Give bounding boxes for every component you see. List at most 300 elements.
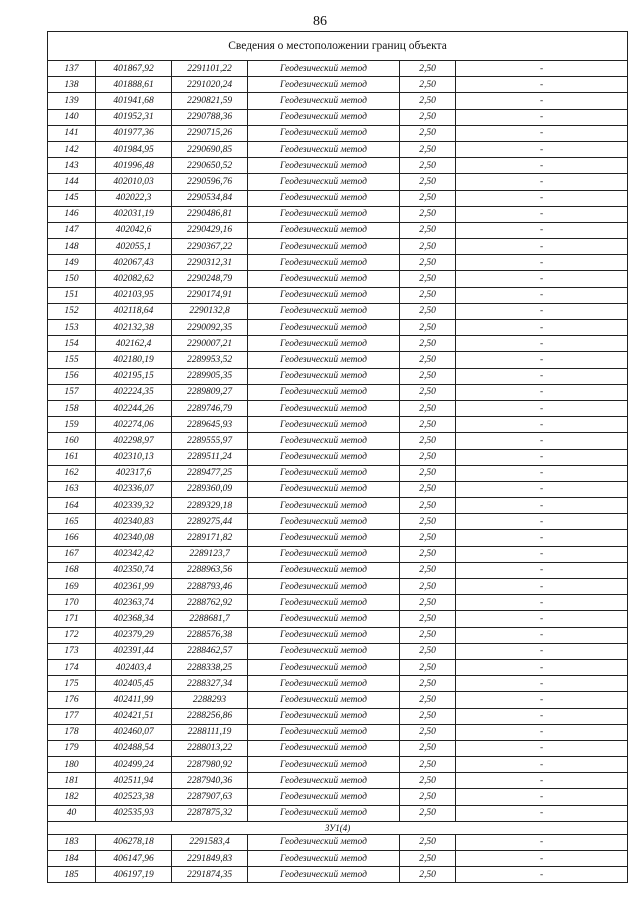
method-cell: Геодезический метод [248, 595, 400, 611]
description-cell: - [456, 546, 628, 562]
accuracy-cell: 2,50 [400, 611, 456, 627]
description-cell: - [456, 287, 628, 303]
accuracy-cell: 2,50 [400, 433, 456, 449]
description-cell: - [456, 125, 628, 141]
table-row [48, 174, 628, 190]
point-number-cell: 174 [48, 659, 96, 675]
accuracy-cell: 2,50 [400, 125, 456, 141]
accuracy-cell: 2,50 [400, 77, 456, 93]
method-cell: Геодезический метод [248, 530, 400, 546]
table-row [48, 562, 628, 578]
table-row [48, 449, 628, 465]
accuracy-cell: 2,50 [400, 724, 456, 740]
method-cell: Геодезический метод [248, 93, 400, 109]
point-number-cell: 173 [48, 643, 96, 659]
method-cell: Геодезический метод [248, 255, 400, 271]
table-row [48, 271, 628, 287]
description-cell: - [456, 773, 628, 789]
point-number-cell: 184 [48, 851, 96, 867]
accuracy-cell: 2,50 [400, 627, 456, 643]
x-coordinate-cell: 406197,19 [96, 867, 172, 883]
point-number-cell: 147 [48, 222, 96, 238]
table-row [48, 239, 628, 255]
method-cell: Геодезический метод [248, 77, 400, 93]
point-number-cell: 164 [48, 498, 96, 514]
table-row [48, 433, 628, 449]
y-coordinate-cell: 2289123,7 [172, 546, 248, 562]
accuracy-cell: 2,50 [400, 643, 456, 659]
description-cell: - [456, 498, 628, 514]
description-cell: - [456, 449, 628, 465]
accuracy-cell: 2,50 [400, 174, 456, 190]
method-cell: Геодезический метод [248, 659, 400, 675]
x-coordinate-cell: 402403,4 [96, 659, 172, 675]
table-row [48, 141, 628, 157]
table-row [48, 611, 628, 627]
y-coordinate-cell: 2287875,32 [172, 805, 248, 821]
description-cell: - [456, 174, 628, 190]
point-number-cell: 153 [48, 320, 96, 336]
y-coordinate-cell: 2290367,22 [172, 239, 248, 255]
description-cell: - [456, 805, 628, 821]
accuracy-cell: 2,50 [400, 255, 456, 271]
x-coordinate-cell: 402523,38 [96, 789, 172, 805]
accuracy-cell: 2,50 [400, 498, 456, 514]
section-row [48, 821, 628, 834]
method-cell: Геодезический метод [248, 708, 400, 724]
description-cell: - [456, 757, 628, 773]
accuracy-cell: 2,50 [400, 692, 456, 708]
boundary-coordinates-table [47, 31, 628, 883]
y-coordinate-cell: 2288111,19 [172, 724, 248, 740]
x-coordinate-cell: 402363,74 [96, 595, 172, 611]
description-cell: - [456, 514, 628, 530]
accuracy-cell: 2,50 [400, 109, 456, 125]
table-row [48, 789, 628, 805]
table-row [48, 514, 628, 530]
method-cell: Геодезический метод [248, 400, 400, 416]
table-row [48, 643, 628, 659]
x-coordinate-cell: 401941,68 [96, 93, 172, 109]
accuracy-cell: 2,50 [400, 562, 456, 578]
method-cell: Геодезический метод [248, 336, 400, 352]
description-cell: - [456, 643, 628, 659]
accuracy-cell: 2,50 [400, 352, 456, 368]
accuracy-cell: 2,50 [400, 303, 456, 319]
y-coordinate-cell: 2291101,22 [172, 61, 248, 77]
point-number-cell: 137 [48, 61, 96, 77]
table-row [48, 384, 628, 400]
x-coordinate-cell: 402082,62 [96, 271, 172, 287]
method-cell: Геодезический метод [248, 867, 400, 883]
y-coordinate-cell: 2289645,93 [172, 417, 248, 433]
y-coordinate-cell: 2288793,46 [172, 579, 248, 595]
page-number: 86 [313, 14, 327, 29]
method-cell: Геодезический метод [248, 676, 400, 692]
method-cell: Геодезический метод [248, 271, 400, 287]
description-cell: - [456, 834, 628, 850]
x-coordinate-cell: 402499,24 [96, 757, 172, 773]
table-row [48, 287, 628, 303]
point-number-cell: 142 [48, 141, 96, 157]
table-row [48, 498, 628, 514]
accuracy-cell: 2,50 [400, 141, 456, 157]
method-cell: Геодезический метод [248, 740, 400, 756]
caption-row [48, 32, 628, 61]
accuracy-cell: 2,50 [400, 851, 456, 867]
y-coordinate-cell: 2289477,25 [172, 465, 248, 481]
y-coordinate-cell: 2291583,4 [172, 834, 248, 850]
x-coordinate-cell: 402022,3 [96, 190, 172, 206]
method-cell: Геодезический метод [248, 546, 400, 562]
description-cell: - [456, 676, 628, 692]
method-cell: Геодезический метод [248, 109, 400, 125]
y-coordinate-cell: 2290312,31 [172, 255, 248, 271]
point-number-cell: 168 [48, 562, 96, 578]
description-cell: - [456, 867, 628, 883]
method-cell: Геодезический метод [248, 222, 400, 238]
table-row [48, 867, 628, 883]
accuracy-cell: 2,50 [400, 206, 456, 222]
x-coordinate-cell: 402339,32 [96, 498, 172, 514]
y-coordinate-cell: 2291020,24 [172, 77, 248, 93]
y-coordinate-cell: 2289746,79 [172, 400, 248, 416]
description-cell: - [456, 320, 628, 336]
y-coordinate-cell: 2290007,21 [172, 336, 248, 352]
point-number-cell: 140 [48, 109, 96, 125]
point-number-cell: 158 [48, 400, 96, 416]
point-number-cell: 180 [48, 757, 96, 773]
x-coordinate-cell: 402511,94 [96, 773, 172, 789]
accuracy-cell: 2,50 [400, 579, 456, 595]
table-row [48, 708, 628, 724]
x-coordinate-cell: 401984,95 [96, 141, 172, 157]
point-number-cell: 175 [48, 676, 96, 692]
point-number-cell: 143 [48, 158, 96, 174]
y-coordinate-cell: 2290715,26 [172, 125, 248, 141]
method-cell: Геодезический метод [248, 352, 400, 368]
x-coordinate-cell: 402317,6 [96, 465, 172, 481]
accuracy-cell: 2,50 [400, 595, 456, 611]
y-coordinate-cell: 2289171,82 [172, 530, 248, 546]
point-number-cell: 144 [48, 174, 96, 190]
description-cell: - [456, 417, 628, 433]
description-cell: - [456, 109, 628, 125]
table-row [48, 303, 628, 319]
table-row [48, 805, 628, 821]
table-row [48, 93, 628, 109]
accuracy-cell: 2,50 [400, 400, 456, 416]
x-coordinate-cell: 402350,74 [96, 562, 172, 578]
description-cell: - [456, 465, 628, 481]
table-row [48, 125, 628, 141]
table-row [48, 676, 628, 692]
accuracy-cell: 2,50 [400, 449, 456, 465]
description-cell: - [456, 611, 628, 627]
description-cell: - [456, 271, 628, 287]
method-cell: Геодезический метод [248, 368, 400, 384]
method-cell: Геодезический метод [248, 449, 400, 465]
description-cell: - [456, 384, 628, 400]
table-row [48, 400, 628, 416]
method-cell: Геодезический метод [248, 773, 400, 789]
description-cell: - [456, 352, 628, 368]
accuracy-cell: 2,50 [400, 417, 456, 433]
point-number-cell: 162 [48, 465, 96, 481]
x-coordinate-cell: 401996,48 [96, 158, 172, 174]
description-cell: - [456, 530, 628, 546]
table-row [48, 190, 628, 206]
x-coordinate-cell: 402411,99 [96, 692, 172, 708]
x-coordinate-cell: 402162,4 [96, 336, 172, 352]
y-coordinate-cell: 2288576,38 [172, 627, 248, 643]
x-coordinate-cell: 402224,35 [96, 384, 172, 400]
method-cell: Геодезический метод [248, 481, 400, 497]
table-row [48, 659, 628, 675]
table-row [48, 627, 628, 643]
method-cell: Геодезический метод [248, 851, 400, 867]
y-coordinate-cell: 2288462,57 [172, 643, 248, 659]
table-row [48, 417, 628, 433]
y-coordinate-cell: 2291874,35 [172, 867, 248, 883]
method-cell: Геодезический метод [248, 834, 400, 850]
method-cell: Геодезический метод [248, 174, 400, 190]
point-number-cell: 176 [48, 692, 96, 708]
table-body [48, 32, 628, 883]
description-cell: - [456, 627, 628, 643]
method-cell: Геодезический метод [248, 692, 400, 708]
x-coordinate-cell: 402055,1 [96, 239, 172, 255]
y-coordinate-cell: 2288338,25 [172, 659, 248, 675]
y-coordinate-cell: 2288762,92 [172, 595, 248, 611]
y-coordinate-cell: 2290092,35 [172, 320, 248, 336]
description-cell: - [456, 789, 628, 805]
accuracy-cell: 2,50 [400, 773, 456, 789]
y-coordinate-cell: 2289809,27 [172, 384, 248, 400]
point-number-cell: 181 [48, 773, 96, 789]
x-coordinate-cell: 402368,34 [96, 611, 172, 627]
point-number-cell: 171 [48, 611, 96, 627]
y-coordinate-cell: 2290650,52 [172, 158, 248, 174]
table-row [48, 757, 628, 773]
description-cell: - [456, 562, 628, 578]
method-cell: Геодезический метод [248, 190, 400, 206]
accuracy-cell: 2,50 [400, 481, 456, 497]
table-row [48, 530, 628, 546]
x-coordinate-cell: 402336,07 [96, 481, 172, 497]
table-row [48, 222, 628, 238]
method-cell: Геодезический метод [248, 498, 400, 514]
x-coordinate-cell: 401952,31 [96, 109, 172, 125]
table-row [48, 336, 628, 352]
y-coordinate-cell: 2287907,63 [172, 789, 248, 805]
y-coordinate-cell: 2289360,09 [172, 481, 248, 497]
y-coordinate-cell: 2288256,86 [172, 708, 248, 724]
point-number-cell: 139 [48, 93, 96, 109]
point-number-cell: 160 [48, 433, 96, 449]
description-cell: - [456, 659, 628, 675]
x-coordinate-cell: 402195,15 [96, 368, 172, 384]
y-coordinate-cell: 2288681,7 [172, 611, 248, 627]
x-coordinate-cell: 402180,19 [96, 352, 172, 368]
description-cell: - [456, 579, 628, 595]
accuracy-cell: 2,50 [400, 336, 456, 352]
method-cell: Геодезический метод [248, 125, 400, 141]
description-cell: - [456, 368, 628, 384]
x-coordinate-cell: 402342,42 [96, 546, 172, 562]
x-coordinate-cell: 402298,97 [96, 433, 172, 449]
table-row [48, 109, 628, 125]
y-coordinate-cell: 2289329,18 [172, 498, 248, 514]
point-number-cell: 40 [48, 805, 96, 821]
x-coordinate-cell: 402405,45 [96, 676, 172, 692]
point-number-cell: 185 [48, 867, 96, 883]
accuracy-cell: 2,50 [400, 158, 456, 174]
table-row [48, 595, 628, 611]
table-row [48, 692, 628, 708]
method-cell: Геодезический метод [248, 141, 400, 157]
point-number-cell: 146 [48, 206, 96, 222]
method-cell: Геодезический метод [248, 287, 400, 303]
table-row [48, 546, 628, 562]
description-cell: - [456, 141, 628, 157]
x-coordinate-cell: 402310,13 [96, 449, 172, 465]
description-cell: - [456, 481, 628, 497]
x-coordinate-cell: 402132,38 [96, 320, 172, 336]
method-cell: Геодезический метод [248, 724, 400, 740]
description-cell: - [456, 433, 628, 449]
accuracy-cell: 2,50 [400, 465, 456, 481]
point-number-cell: 157 [48, 384, 96, 400]
table-row [48, 579, 628, 595]
x-coordinate-cell: 402535,93 [96, 805, 172, 821]
point-number-cell: 170 [48, 595, 96, 611]
accuracy-cell: 2,50 [400, 93, 456, 109]
method-cell: Геодезический метод [248, 303, 400, 319]
method-cell: Геодезический метод [248, 320, 400, 336]
x-coordinate-cell: 402379,29 [96, 627, 172, 643]
point-number-cell: 167 [48, 546, 96, 562]
accuracy-cell: 2,50 [400, 368, 456, 384]
table-caption: Сведения о местоположении границ объекта [48, 32, 628, 61]
section-label: ЗУ1(4) [48, 821, 628, 834]
point-number-cell: 159 [48, 417, 96, 433]
x-coordinate-cell: 401888,61 [96, 77, 172, 93]
description-cell: - [456, 724, 628, 740]
description-cell: - [456, 595, 628, 611]
point-number-cell: 148 [48, 239, 96, 255]
y-coordinate-cell: 2291849,83 [172, 851, 248, 867]
table-row [48, 158, 628, 174]
accuracy-cell: 2,50 [400, 287, 456, 303]
description-cell: - [456, 851, 628, 867]
accuracy-cell: 2,50 [400, 271, 456, 287]
point-number-cell: 182 [48, 789, 96, 805]
accuracy-cell: 2,50 [400, 190, 456, 206]
y-coordinate-cell: 2290788,36 [172, 109, 248, 125]
point-number-cell: 161 [48, 449, 96, 465]
table-row [48, 724, 628, 740]
point-number-cell: 141 [48, 125, 96, 141]
accuracy-cell: 2,50 [400, 789, 456, 805]
x-coordinate-cell: 402244,26 [96, 400, 172, 416]
table-row [48, 834, 628, 850]
y-coordinate-cell: 2290534,84 [172, 190, 248, 206]
table-row [48, 77, 628, 93]
x-coordinate-cell: 406278,18 [96, 834, 172, 850]
method-cell: Геодезический метод [248, 61, 400, 77]
method-cell: Геодезический метод [248, 789, 400, 805]
description-cell: - [456, 158, 628, 174]
description-cell: - [456, 206, 628, 222]
y-coordinate-cell: 2290429,16 [172, 222, 248, 238]
point-number-cell: 178 [48, 724, 96, 740]
point-number-cell: 165 [48, 514, 96, 530]
point-number-cell: 179 [48, 740, 96, 756]
x-coordinate-cell: 402421,51 [96, 708, 172, 724]
description-cell: - [456, 93, 628, 109]
point-number-cell: 183 [48, 834, 96, 850]
table-row [48, 740, 628, 756]
y-coordinate-cell: 2288963,56 [172, 562, 248, 578]
y-coordinate-cell: 2289511,24 [172, 449, 248, 465]
point-number-cell: 156 [48, 368, 96, 384]
y-coordinate-cell: 2287980,92 [172, 757, 248, 773]
y-coordinate-cell: 2288293 [172, 692, 248, 708]
accuracy-cell: 2,50 [400, 61, 456, 77]
accuracy-cell: 2,50 [400, 834, 456, 850]
x-coordinate-cell: 402042,6 [96, 222, 172, 238]
method-cell: Геодезический метод [248, 239, 400, 255]
boundary-table-container [47, 31, 627, 883]
table-row [48, 352, 628, 368]
description-cell: - [456, 239, 628, 255]
x-coordinate-cell: 402340,08 [96, 530, 172, 546]
method-cell: Геодезический метод [248, 433, 400, 449]
accuracy-cell: 2,50 [400, 514, 456, 530]
point-number-cell: 154 [48, 336, 96, 352]
accuracy-cell: 2,50 [400, 384, 456, 400]
method-cell: Геодезический метод [248, 611, 400, 627]
method-cell: Геодезический метод [248, 206, 400, 222]
table-row [48, 206, 628, 222]
y-coordinate-cell: 2289905,35 [172, 368, 248, 384]
method-cell: Геодезический метод [248, 384, 400, 400]
x-coordinate-cell: 402118,64 [96, 303, 172, 319]
x-coordinate-cell: 402067,43 [96, 255, 172, 271]
accuracy-cell: 2,50 [400, 676, 456, 692]
y-coordinate-cell: 2290486,81 [172, 206, 248, 222]
accuracy-cell: 2,50 [400, 659, 456, 675]
y-coordinate-cell: 2287940,36 [172, 773, 248, 789]
y-coordinate-cell: 2290690,85 [172, 141, 248, 157]
x-coordinate-cell: 402340,83 [96, 514, 172, 530]
point-number-cell: 177 [48, 708, 96, 724]
point-number-cell: 152 [48, 303, 96, 319]
x-coordinate-cell: 401867,92 [96, 61, 172, 77]
x-coordinate-cell: 402274,06 [96, 417, 172, 433]
accuracy-cell: 2,50 [400, 708, 456, 724]
description-cell: - [456, 255, 628, 271]
description-cell: - [456, 77, 628, 93]
description-cell: - [456, 303, 628, 319]
point-number-cell: 163 [48, 481, 96, 497]
table-row [48, 851, 628, 867]
point-number-cell: 149 [48, 255, 96, 271]
x-coordinate-cell: 402488,54 [96, 740, 172, 756]
description-cell: - [456, 336, 628, 352]
y-coordinate-cell: 2290821,59 [172, 93, 248, 109]
